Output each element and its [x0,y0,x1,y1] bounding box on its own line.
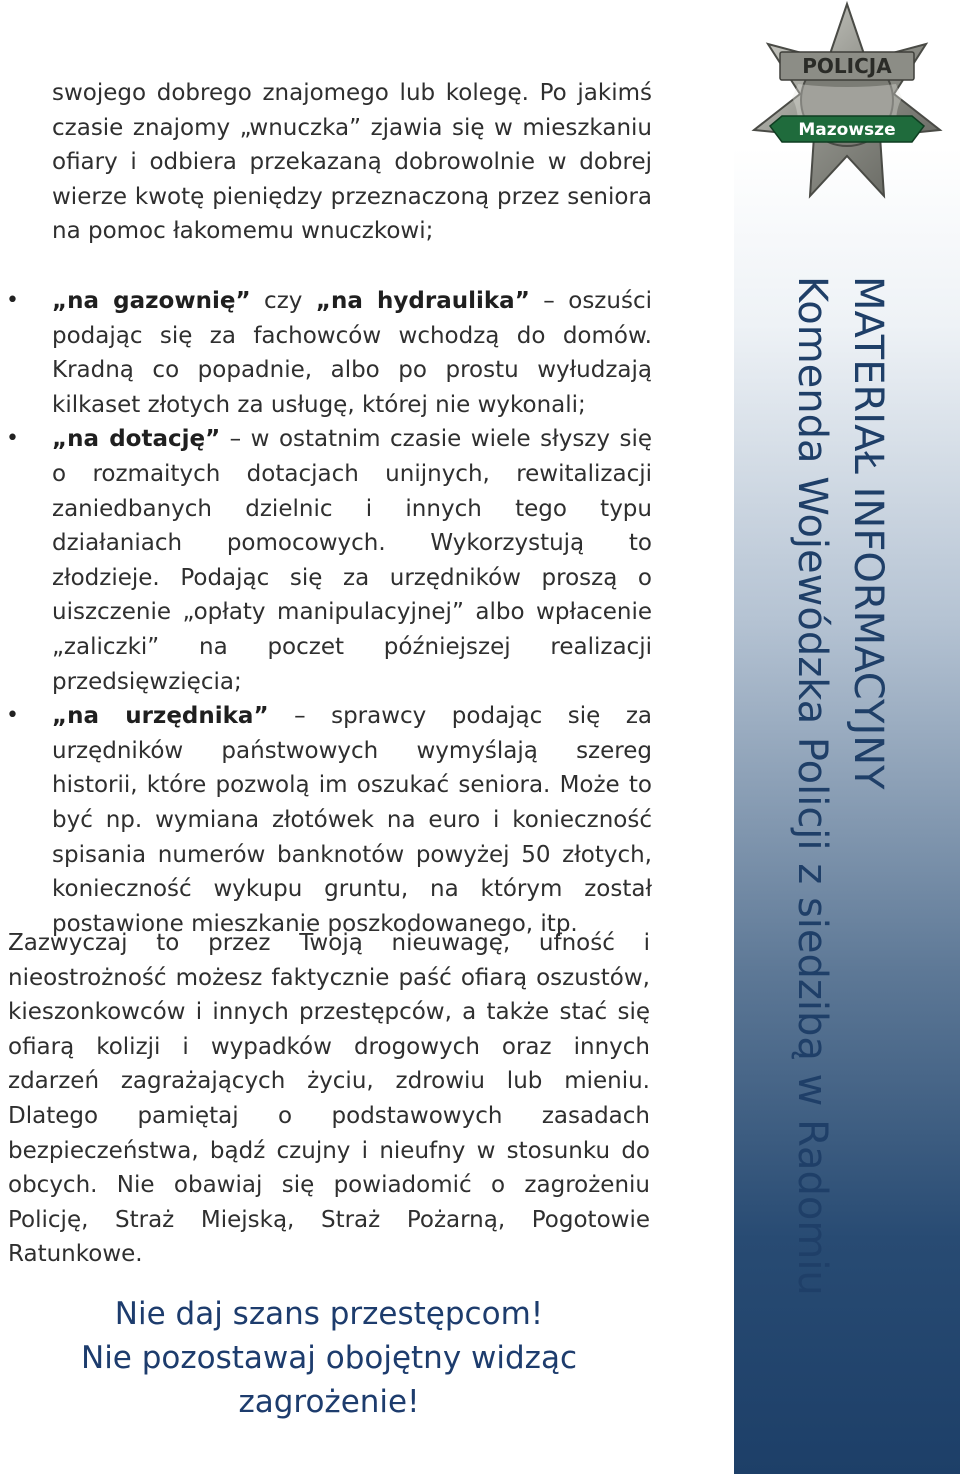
call-to-action-2: Nie pozostawaj obojętny widząc zagrożenie! [81,1340,577,1420]
list-item-gas-plumber [6,284,652,422]
sidebar-title-material: MATERIAŁ INFORMACYJNY [845,276,891,790]
scam-description: – oszuści podając się za fachowców wchodzą do domów. Kradną co popadnie, albo po prostu wyłudzają kilkaset złotych za usługę, której nie wykonali; [52,288,652,418]
bullet-dot-icon: • [6,703,19,729]
badge-banner-label: Mazowsze [798,120,896,140]
scam-description: – sprawcy podając się za urzędników państwowych wymyślają szereg historii, które pozwolą im oszukać seniora. Może to być np. wymiana złotówek na euro i konieczność spisania numerów banknotów powyżej 50 złotych, konieczność wykupu gruntu, na którym został postawione mieszkanie poszkodowanego, itp. [52,703,652,937]
list-item-official [6,699,652,941]
scam-term: „na gazownię” [52,288,251,314]
scam-term: „na urzędnika” [52,703,269,730]
bullet-dot-icon: • [6,288,19,313]
call-to-action-1: Nie daj szans przestępcom! [114,1296,544,1332]
sidebar-title-command: Komenda Wojewódzka Policji z siedzibą w Radomiu [789,276,835,1296]
outro-paragraph: Zazwyczaj to przez Twoją nieuwagę, ufność i nieostrożność możesz faktycznie paść ofiarą oszustów, kieszonkowców i innych przestępców, a także stać się ofiarą kolizji i wypadków drogowych oraz innych zdarzeń zagrażających życiu, zdrowiu lub mieniu. Dlatego pamiętaj o podstawowych zasadach bezpieczeństwa, bądź czujny i nieufny w stosunku do obcych. Nie obawiaj się powiadomić o zagrożeniu Policję, Straż Miejską, Straż Pożarną, Pogotowie Ratunkowe. [8,930,650,1268]
bullet-dot-icon: • [6,426,19,452]
scam-types-list [6,284,652,941]
badge-top-label: POLICJA [802,54,892,78]
scam-joiner: czy [250,288,316,314]
intro-paragraph: swojego dobrego znajomego lub kolegę. Po jakimś czasie znajomy „wnuczka” zjawia się w mieszkaniu ofiary i odbiera przekazaną dobrowolnie w dobrej wierze kwotę pieniędzy przeznaczoną przez seniora na pomoc łakomemu wnuczkowi; [52,80,652,245]
police-star-badge-icon [734,0,960,200]
scam-description: – w ostatnim czasie wiele słyszy się o rozmaitych dotacjach unijnych, rewitalizacji zaniedbanych dzielnic i innych tego typu działaniach pomocowych. Wykorzystują to złodzieje. Podając się za urzędników proszą o uiszczenie „opłaty manipulacyjnej” albo wpłacenie „zaliczki” na poczet późniejszej realizacji przedsięwzięcia; [52,426,652,695]
scam-term: „na dotację” [52,426,221,453]
list-item-grant [6,422,652,699]
scam-term: „na hydraulika” [315,288,530,314]
